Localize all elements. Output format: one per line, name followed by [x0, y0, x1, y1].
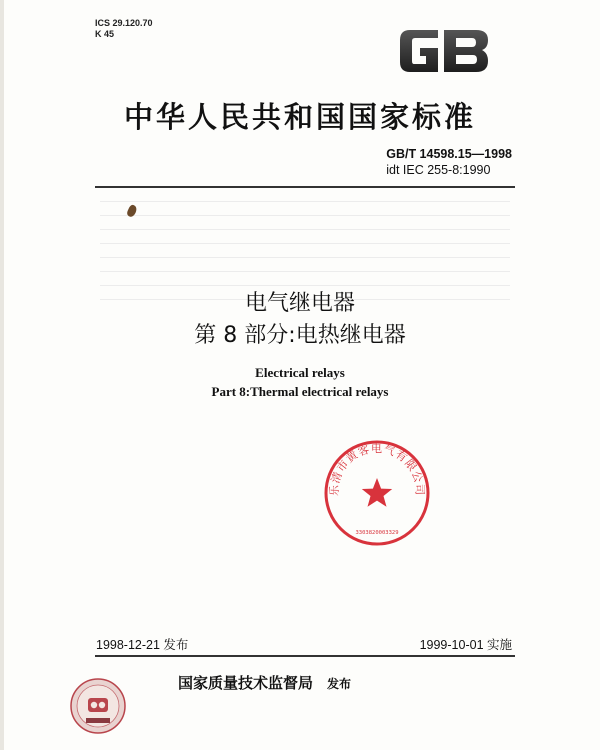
class-line: K 45 — [95, 29, 115, 39]
ics-line: ICS 29.120.70 — [95, 18, 153, 28]
release-date: 1998-12-21 发布 — [96, 638, 189, 652]
issuer-name: 国家质量技术监督局 — [178, 674, 314, 692]
gb-logo — [398, 26, 490, 76]
issuer-block — [178, 672, 351, 693]
bottom-rule — [95, 655, 515, 657]
issuer-suffix: 发布 — [327, 677, 352, 691]
en-title-line2: Part 8:Thermal electrical relays — [211, 384, 389, 399]
standard-number-block — [386, 146, 512, 178]
idt-reference: idt IEC 255-8:1990 — [386, 163, 491, 177]
certification-stamp — [68, 676, 128, 736]
en-title-line1: Electrical relays — [255, 365, 345, 380]
ics-code — [95, 18, 153, 40]
cn-title-line1: 电气继电器 — [244, 291, 355, 316]
implementation-date: 1999-10-01 实施 — [419, 638, 512, 652]
standard-title: 中华人民共和国国家标准 — [123, 100, 476, 134]
company-seal — [322, 438, 432, 548]
cn-title-line2: 第 8 部分:电热继电器 — [194, 323, 406, 348]
standard-number: GB/T 14598.15—1998 — [386, 147, 512, 161]
seal-ring-text: 乐清市黄客电气有限公司 — [327, 442, 427, 497]
seal-serial: 3303820003329 — [355, 530, 399, 536]
